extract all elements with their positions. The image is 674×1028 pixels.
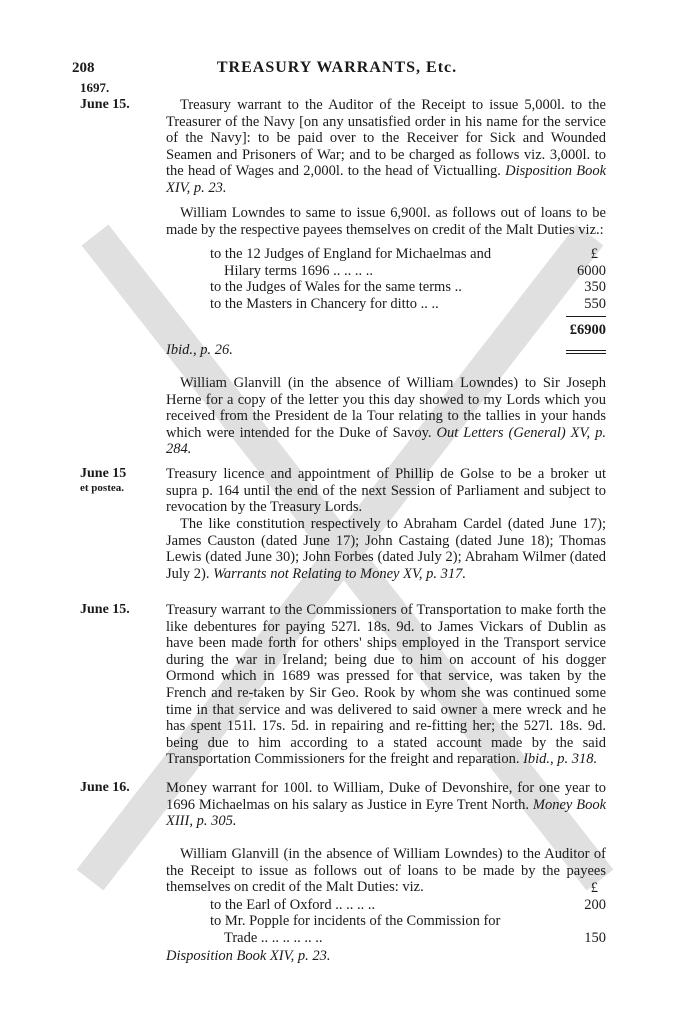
entry-date: June 16. [80, 780, 130, 795]
entry-date: June 15. [80, 97, 130, 112]
entry-reference-line [166, 948, 606, 965]
entry-reference: Disposition Book XIV, p. 23. [166, 163, 607, 196]
entry-reference: Disposition Book XIV, p. 23. [166, 948, 331, 964]
table-cell-label: to the Earl of Oxford .. .. .. .. [210, 896, 376, 913]
entry-paragraph [166, 97, 606, 197]
table-cell-amount: 550 [584, 295, 606, 312]
table-cell-label: to the Masters in Chancery for ditto .. .. [210, 295, 439, 312]
entry-date [80, 466, 126, 494]
entry-text: Money warrant for 100l. to William, Duke of Devonshire, for one year to 1696 Michaelmas on his salary as Justice in Eyre Trent North. [166, 780, 606, 813]
entry-text: Treasury warrant to the Auditor of the Receipt to issue 5,000l. to the Treasurer of the Navy [on any unsatisfied order in his name for the service of the Navy]: to be paid over to the Receiver for Sick and Wounded Seamen and Prisoners of War; and to be charged as follows viz. 3,000l. to the head of Wages and 2,000l. to the head of Victualling. [166, 97, 606, 180]
entry-paragraph [166, 780, 606, 830]
table-cell-label: to the 12 Judges of England for Michaelmas and [210, 246, 492, 262]
table-cell-amount: 350 [584, 279, 606, 296]
payment-table [166, 880, 606, 946]
payment-table [166, 246, 606, 339]
entry-date: June 15. [80, 602, 130, 617]
table-cell-label: Trade .. .. .. .. .. .. [224, 929, 323, 946]
table-cell-label: to the Judges of Wales for the same terms .. [210, 279, 462, 296]
entry-reference: Ibid., p. 26. [166, 342, 233, 358]
entry-date-note: et postea. [80, 482, 124, 494]
entry-reference-line [166, 342, 606, 359]
entry-text: William Glanvill (in the absence of William Lowndes) to the Auditor of the Receipt to issue as follows out of loans to be made by the payees themselves on credit of the Malt Duties: viz. [166, 846, 606, 896]
entry-text: The like constitution respectively to Abraham Cardel (dated June 17); James Causton (dated June 17); John Castaing (dated June 18); Thomas Lewis (dated June 30); John Forbes (dated July 2); Abraham Wilmer (dated July 2). [166, 516, 606, 582]
entry-reference: Ibid., p. 318. [523, 751, 598, 768]
running-head: TREASURY WARRANTS, Etc. [216, 59, 458, 76]
year-marker: 1697. [80, 80, 110, 95]
table-cell-amount: 200 [584, 896, 606, 913]
entry-paragraph [166, 516, 606, 582]
table-cell-amount: 150 [584, 929, 606, 946]
table-cell-label: to Mr. Popple for incidents of the Commission for [210, 913, 501, 930]
entry-reference: Warrants not Relating to Money XV, p. 317. [213, 565, 467, 582]
entry-paragraph [166, 466, 606, 516]
currency-symbol: £ [590, 246, 598, 262]
entry-paragraph [166, 205, 606, 238]
entry-date-text: June 15 [80, 466, 127, 481]
entry-text: William Glanvill (in the absence of William Lowndes) to Sir Joseph Herne for a copy of the letter you this day showed to my Lords which you received from the President de la Tour relating to the tallies in your hands which were intended for the Duke of Savoy. [166, 375, 606, 441]
entry-reference: Out Letters (General) XV, p. 284. [166, 424, 607, 458]
entry-text: Treasury warrant to the Commissioners of Transportation to make forth the like debentures for paying 527l. 18s. 9d. to James Vickars of Dublin as have been made forth for others' ships employed in the Transport service during the war in Ireland; being due to him on account of his dogger Ormond which in 1689 was pressed for that service, was taken by the French and re-taken by Sir Geo. Rook by whom she was continued some time in that service and was delivered to said owner a mere wreck and he has spent 151l. 17s. 5d. in repairing and re-fitting her; the 527l. 18s. 9d. being due to him according to a stated account made by the said Transportation Commissioners for the freight and reparation. [166, 602, 606, 768]
total-rule [566, 316, 606, 317]
currency-symbol: £ [590, 880, 598, 896]
table-cell-label: Hilary terms 1696 .. .. .. .. [224, 262, 374, 279]
entry-reference: Money Book XIII, p. 305. [166, 796, 607, 830]
entry-text: Treasury licence and appointment of Phillip de Golse to be a broker ut supra p. 164 until the end of the next Session of Parliament and subject to revocation by the Treasury Lords. [166, 466, 606, 516]
table-cell-amount: 6000 [577, 262, 606, 279]
entry-text: William Lowndes to same to issue 6,900l. as follows out of loans to be made by the respective payees themselves on credit of the Malt Duties viz.: [166, 205, 606, 238]
entry-paragraph [166, 375, 606, 458]
page-number: 208 [72, 60, 95, 76]
table-total: £6900 [569, 322, 606, 339]
entry-paragraph [166, 602, 606, 768]
